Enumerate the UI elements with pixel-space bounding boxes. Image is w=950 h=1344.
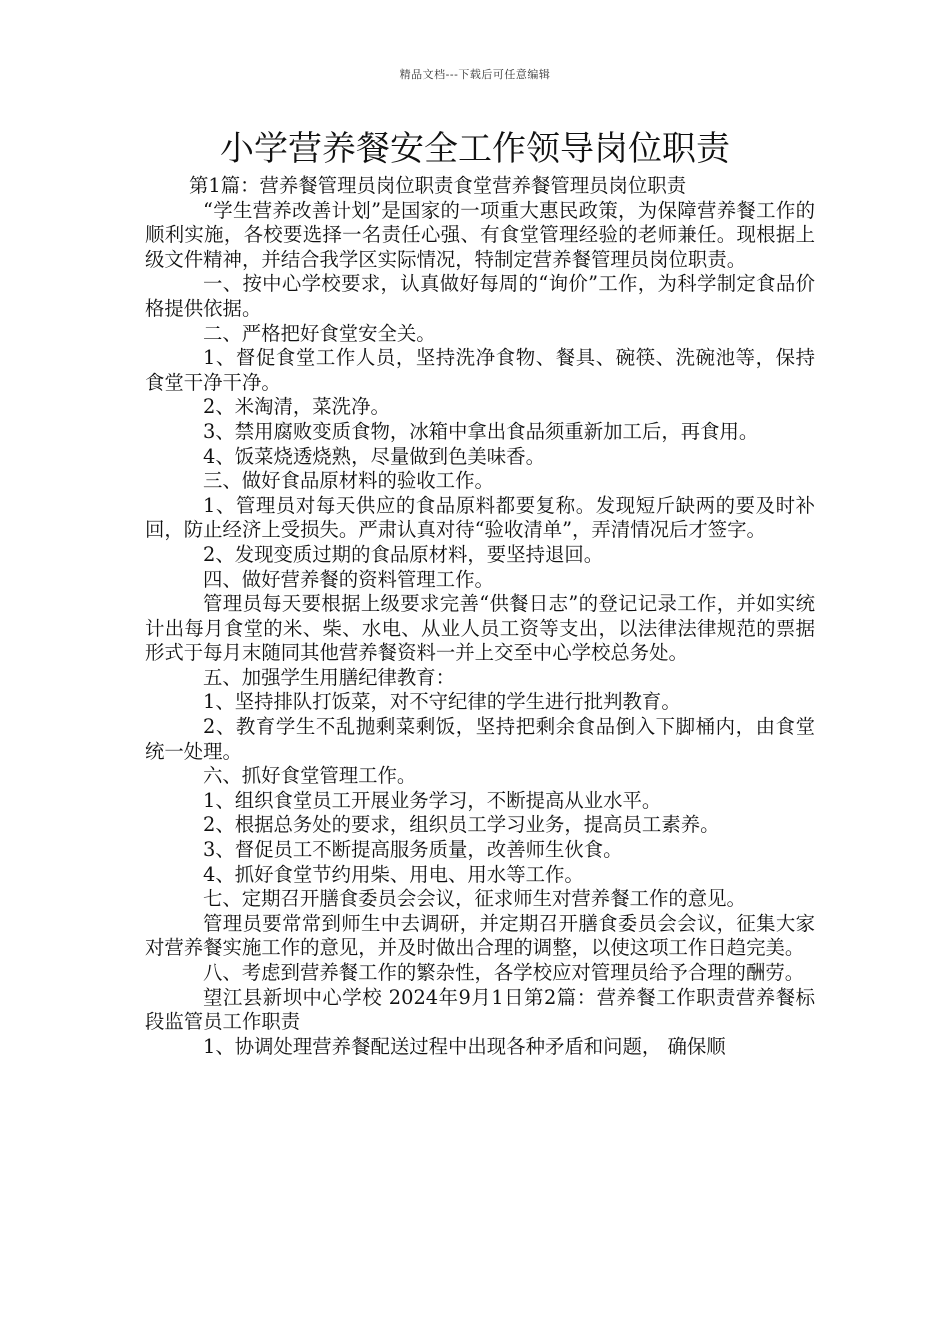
paragraph-intro: “学生营养改善计划”是国家的一项重大惠民政策，为保障营养餐工作的顺利实施，各校要选择一名责任心强、有食堂管理经验的老师兼任。现根据上级文件精神，并结合我学区实际情况，特制定营养餐管理员岗位职责。: [145, 198, 815, 271]
paragraph-subitem: 2、教育学生不乱抛剩菜剩饭，坚持把剩余食品倒入下脚桶内，由食堂统一处理。: [145, 715, 815, 763]
header-note: 精品文档---下载后可任意编辑: [399, 68, 551, 81]
paragraph-body: 管理员要常常到师生中去调研，并定期召开膳食委员会会议，征集大家对营养餐实施工作的意见，并及时做出合理的调整，以使这项工作日趋完美。: [145, 911, 815, 960]
paragraph-subitem: 4、抓好食堂节约用柴、用电、用水等工作。: [203, 862, 584, 886]
paragraph-item-8: 八、考虑到营养餐工作的繁杂性，各学校应对管理员给予合理的酬劳。: [203, 961, 805, 984]
paragraph-subitem: 2、米淘清，菜洗净。: [203, 395, 390, 419]
document-title: 小学营养餐安全工作领导岗位职责: [220, 129, 730, 169]
paragraph-subitem: 1、管理员对每天供应的食品原料都要复称。发现短斤缺两的要及时补回，防止经济上受损失。严肃认真对待“验收清单”，弄清情况后才签字。: [145, 493, 815, 542]
paragraph-item-2: 二、严格把好食堂安全关。: [203, 321, 436, 345]
paragraph-subitem: 2、发现变质过期的食品原材料，要坚持退回。: [203, 542, 604, 566]
paragraph-subitem: 1、坚持排队打饭菜，对不守纪律的学生进行批判教育。: [203, 690, 681, 714]
paragraph-item-6: 六、抓好食堂管理工作。: [203, 764, 417, 788]
paragraph-subitem: 4、饭菜烧透烧熟，尽量做到色美味香。: [203, 444, 545, 468]
paragraph-item-5: 五、加强学生用膳纪律教育：: [203, 665, 456, 689]
paragraph-subitem: 1、协调处理营养餐配送过程中出现各种矛盾和问题， 确保顺: [203, 1034, 726, 1058]
paragraph-signature-part2: 望江县新坝中心学校 2024年9月1日第2篇：营养餐工作职责营养餐标段监管员工作职责: [145, 985, 815, 1034]
paragraph-item-1: 一、按中心学校要求，认真做好每周的“询价”工作，为科学制定食品价格提供依据。: [145, 272, 815, 320]
document-body: [145, 174, 815, 1059]
paragraph-subitem: 2、根据总务处的要求，组织员工学习业务，提高员工素养。: [203, 813, 720, 837]
section-heading-part1: 第1篇：营养餐管理员岗位职责食堂营养餐管理员岗位职责: [189, 174, 687, 197]
paragraph-body: 管理员每天要根据上级要求完善“供餐日志”的登记记录工作，并如实统计出每月食堂的米、柴、水电、从业人员工资等支出，以法律法律规范的票据形式于每月末随同其他营养餐资料一并上交至中心学校总务处。: [145, 592, 815, 665]
paragraph-subitem: 3、督促员工不断提高服务质量，改善师生伙食。: [203, 838, 623, 862]
paragraph-item-7: 七、定期召开膳食委员会会议，征求师生对营养餐工作的意见。: [203, 887, 746, 911]
paragraph-item-4: 四、做好营养餐的资料管理工作。: [203, 567, 494, 591]
paragraph-subitem: 1、督促食堂工作人员，坚持洗净食物、餐具、碗筷、洗碗池等，保持食堂干净干净。: [145, 346, 815, 394]
paragraph-subitem: 1、组织食堂员工开展业务学习，不断提高从业水平。: [203, 788, 662, 812]
paragraph-item-3: 三、做好食品原材料的验收工作。: [203, 469, 494, 493]
paragraph-subitem: 3、禁用腐败变质食物，冰箱中拿出食品须重新加工后，再食用。: [203, 419, 759, 443]
